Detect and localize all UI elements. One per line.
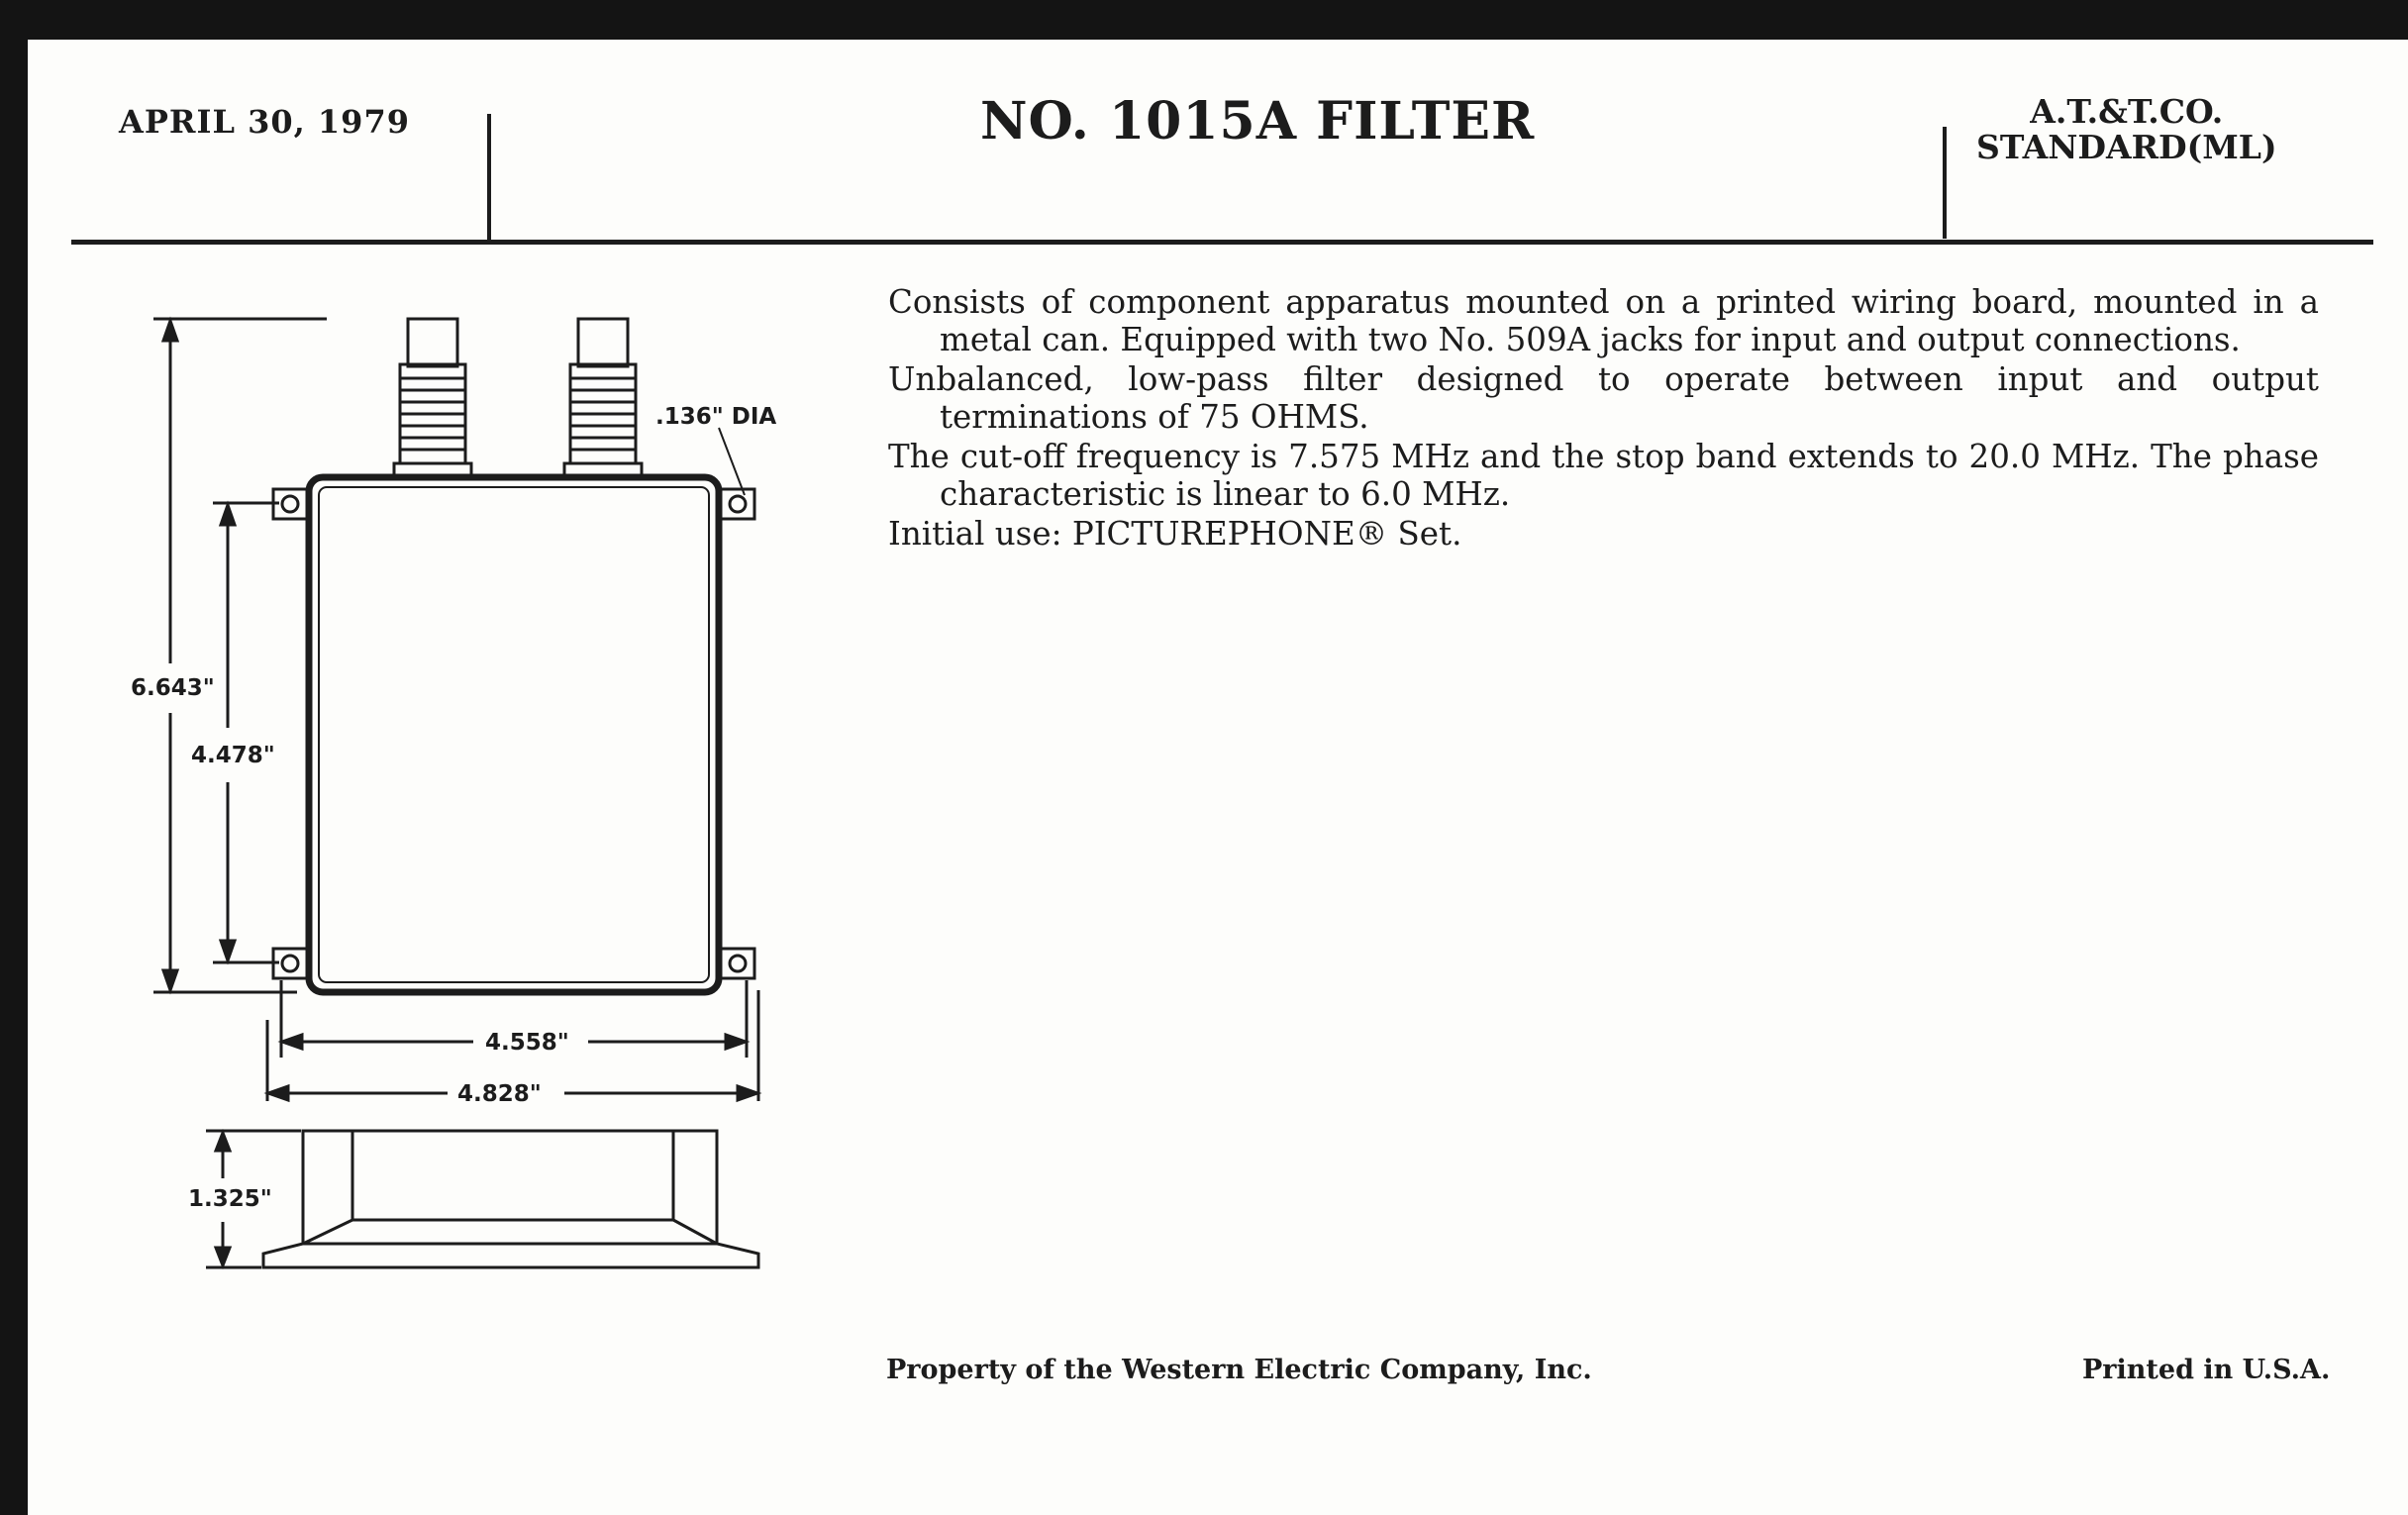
dim-depth: 1.325" bbox=[188, 1186, 272, 1212]
footer-property: Property of the Western Electric Company, Inc. bbox=[886, 1355, 1592, 1385]
dim-overall-width: 4.828" bbox=[457, 1081, 542, 1107]
description-paragraph: Unbalanced, low-pass filter designed to operate between input and output terminations of 75 OHMS. bbox=[888, 360, 2319, 436]
issue-date: APRIL 30, 1979 bbox=[119, 103, 410, 141]
description bbox=[888, 283, 2319, 555]
description-paragraph: Initial use: PICTUREPHONE® Set. bbox=[888, 515, 1462, 553]
description-paragraph: Consists of component apparatus mounted on a printed wiring board, mounted in a metal can. Equipped with two No. 509A jacks for input and output connections. bbox=[888, 283, 2319, 358]
dim-mount-height: 4.478" bbox=[191, 743, 275, 768]
footer-printed: Printed in U.S.A. bbox=[2082, 1355, 2331, 1385]
page-title: NO. 1015A FILTER bbox=[980, 91, 1536, 152]
description-paragraph: The cut-off frequency is 7.575 MHz and the stop band extends to 20.0 MHz. The phase characteristic is linear to 6.0 MHz. bbox=[888, 438, 2319, 513]
org-line-1: A.T.&T.CO. bbox=[2030, 92, 2224, 131]
dim-mount-width: 4.558" bbox=[485, 1030, 569, 1056]
org-line-2: STANDARD(ML) bbox=[1976, 128, 2277, 166]
dim-overall-height: 6.643" bbox=[131, 675, 215, 701]
dim-hole-diameter: .136" DIA bbox=[655, 404, 777, 430]
